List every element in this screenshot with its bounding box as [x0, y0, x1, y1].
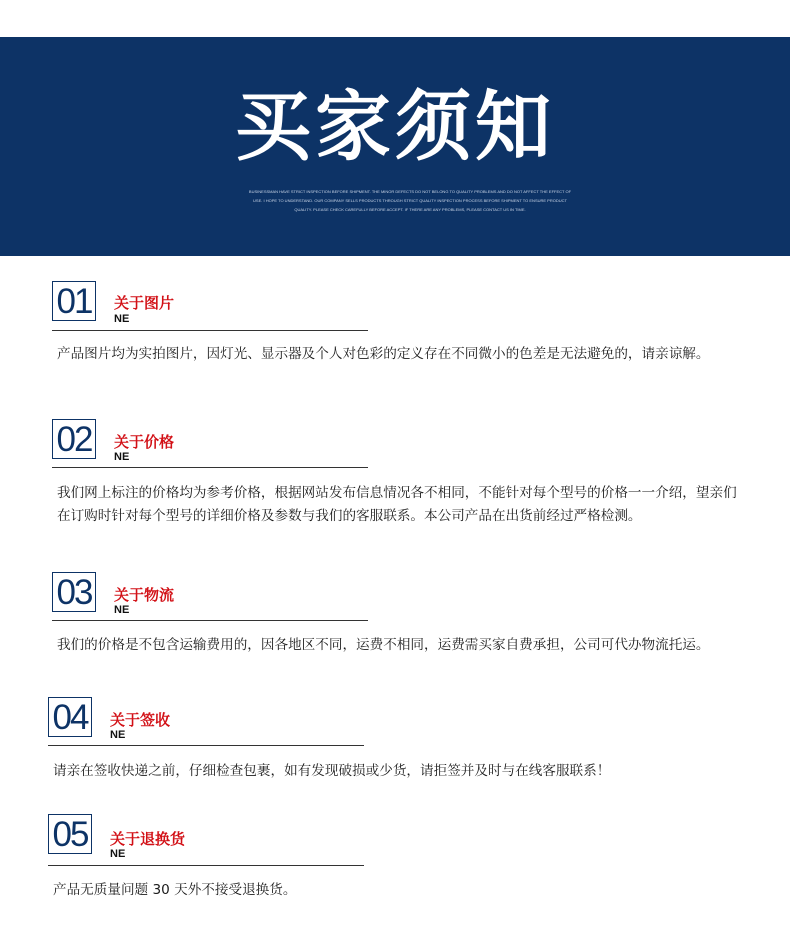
section-tag: NE — [110, 848, 126, 860]
section-number: 04 — [52, 697, 88, 737]
section-divider — [48, 745, 364, 746]
section-number-box — [48, 697, 92, 737]
section-number-box — [52, 572, 96, 612]
section-number: 05 — [52, 814, 88, 854]
section-title: 关于价格 — [114, 433, 175, 451]
section-tag: NE — [114, 604, 130, 616]
section-number-box — [52, 419, 96, 459]
section-number: 01 — [56, 281, 92, 321]
section-number-box — [48, 814, 92, 854]
section-divider — [52, 620, 368, 621]
section-text: 我们网上标注的价格均为参考价格，根据网站发布信息情况各不相同，不能针对每个型号的价格一一介绍，望亲们在订购时针对每个型号的详细价格及参数与我们的客服联系。本公司产品在出货前经过严格检测。 — [57, 485, 737, 524]
page-subtitle: BUSINESSMAN HAVE STRICT INSPECTION BEFORE SHIPMENT. THE MINOR DEFECTS DO NOT BELONG TO QUALITY PROBLEMS AND DO NOT AFFECT THE EFFECT OF USE. I HOPE TO UNDERSTAND. OUR COMPANY SELLS PRODUCTS THROUGH STRICT QUALITY INSPECTION PROCESS BEFORE SHIPMENT TO ENSURE PRODUCT QUALITY. PLEASE CHECK CAREFULLY BEFORE ACCEPT. IF THERE ARE ANY PROBLEMS, PLEASE CONTACT US IN TIME. — [248, 189, 572, 212]
section-divider — [52, 467, 368, 468]
section-divider — [52, 330, 368, 331]
section-title: 关于物流 — [114, 586, 175, 604]
section-tag: NE — [114, 313, 130, 325]
section-text: 产品无质量问题 30 天外不接受退换货。 — [53, 882, 297, 898]
header-banner — [0, 37, 790, 256]
section-tag: NE — [110, 729, 126, 741]
page-title: 买家须知 — [235, 82, 555, 171]
section-number: 02 — [56, 419, 92, 459]
section-text: 产品图片均为实拍图片，因灯光、显示器及个人对色彩的定义存在不同微小的色差是无法避免的，请亲谅解。 — [57, 346, 710, 362]
section-number-box — [52, 281, 96, 321]
section-title: 关于退换货 — [110, 830, 186, 848]
section-title: 关于图片 — [114, 294, 175, 312]
section-text: 我们的价格是不包含运输费用的，因各地区不同，运费不相同，运费需买家自费承担，公司可代办物流托运。 — [57, 637, 710, 653]
section-title: 关于签收 — [110, 711, 171, 729]
section-text: 请亲在签收快递之前，仔细检查包裹，如有发现破损或少货，请拒签并及时与在线客服联系！ — [53, 763, 611, 779]
section-tag: NE — [114, 451, 130, 463]
section-number: 03 — [56, 572, 92, 612]
section-divider — [48, 865, 364, 866]
